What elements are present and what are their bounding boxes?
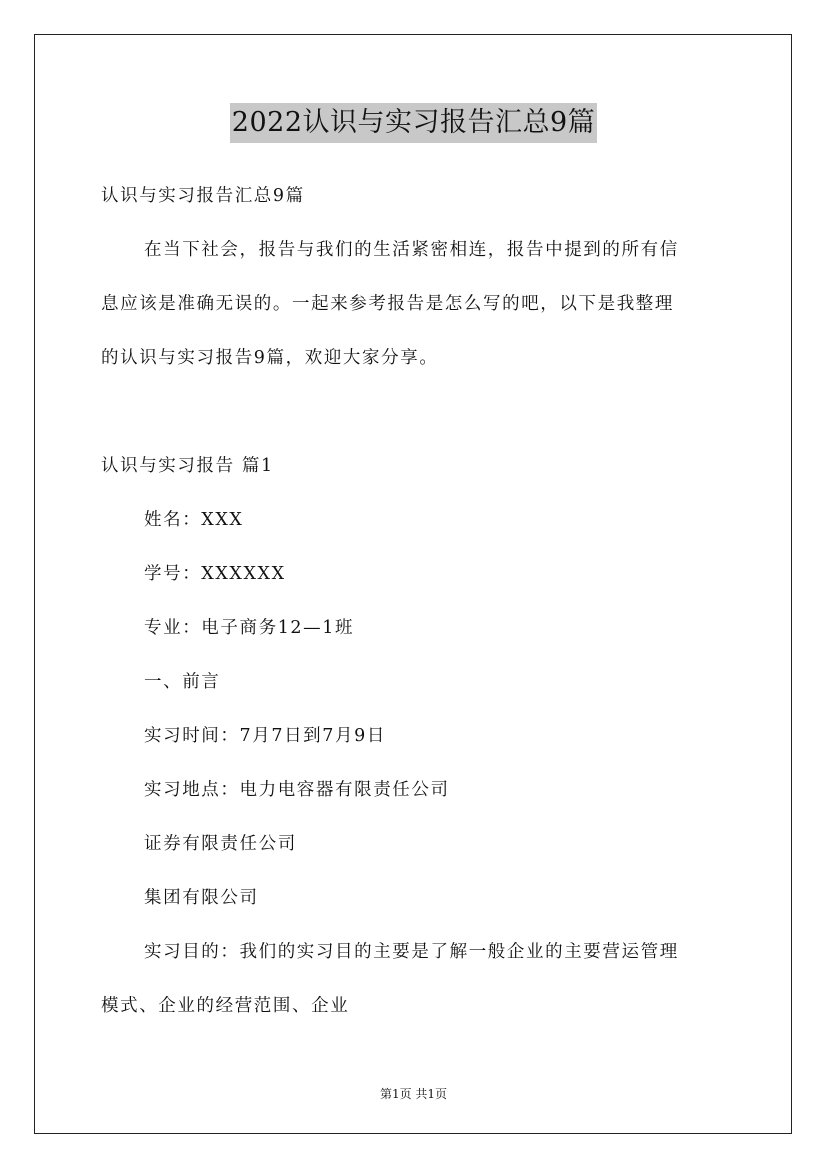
- student-id-line: 学号：XXXXXX: [144, 564, 286, 584]
- company-line-2: 集团有限公司: [144, 888, 259, 908]
- company-line-1: 证券有限责任公司: [144, 834, 297, 854]
- internship-place-line: 实习地点：电力电容器有限责任公司: [144, 780, 450, 800]
- document-title: 2022认识与实习报告汇总9篇: [230, 103, 597, 143]
- preface-heading: 一、前言: [144, 672, 221, 692]
- intro-line-3: 的认识与实习报告9篇，欢迎大家分享。: [101, 348, 439, 368]
- internship-time-line: 实习时间：7月7日到7月9日: [144, 726, 386, 746]
- page-footer: 第1页 共1页: [379, 1087, 448, 1101]
- intro-line-1: 在当下社会，报告与我们的生活紧密相连，报告中提到的所有信: [144, 240, 679, 260]
- purpose-line-2: 模式、企业的经营范围、企业: [101, 996, 350, 1016]
- major-line: 专业：电子商务12—1班: [144, 618, 355, 638]
- subtitle: 认识与实习报告汇总9篇: [101, 186, 305, 206]
- section-heading: 认识与实习报告 篇1: [101, 456, 274, 476]
- intro-line-2: 息应该是准确无误的。一起来参考报告是怎么写的吧，以下是我整理: [101, 294, 674, 314]
- purpose-line-1: 实习目的：我们的实习目的主要是了解一般企业的主要营运管理: [144, 942, 679, 962]
- name-line: 姓名：XXX: [144, 510, 244, 530]
